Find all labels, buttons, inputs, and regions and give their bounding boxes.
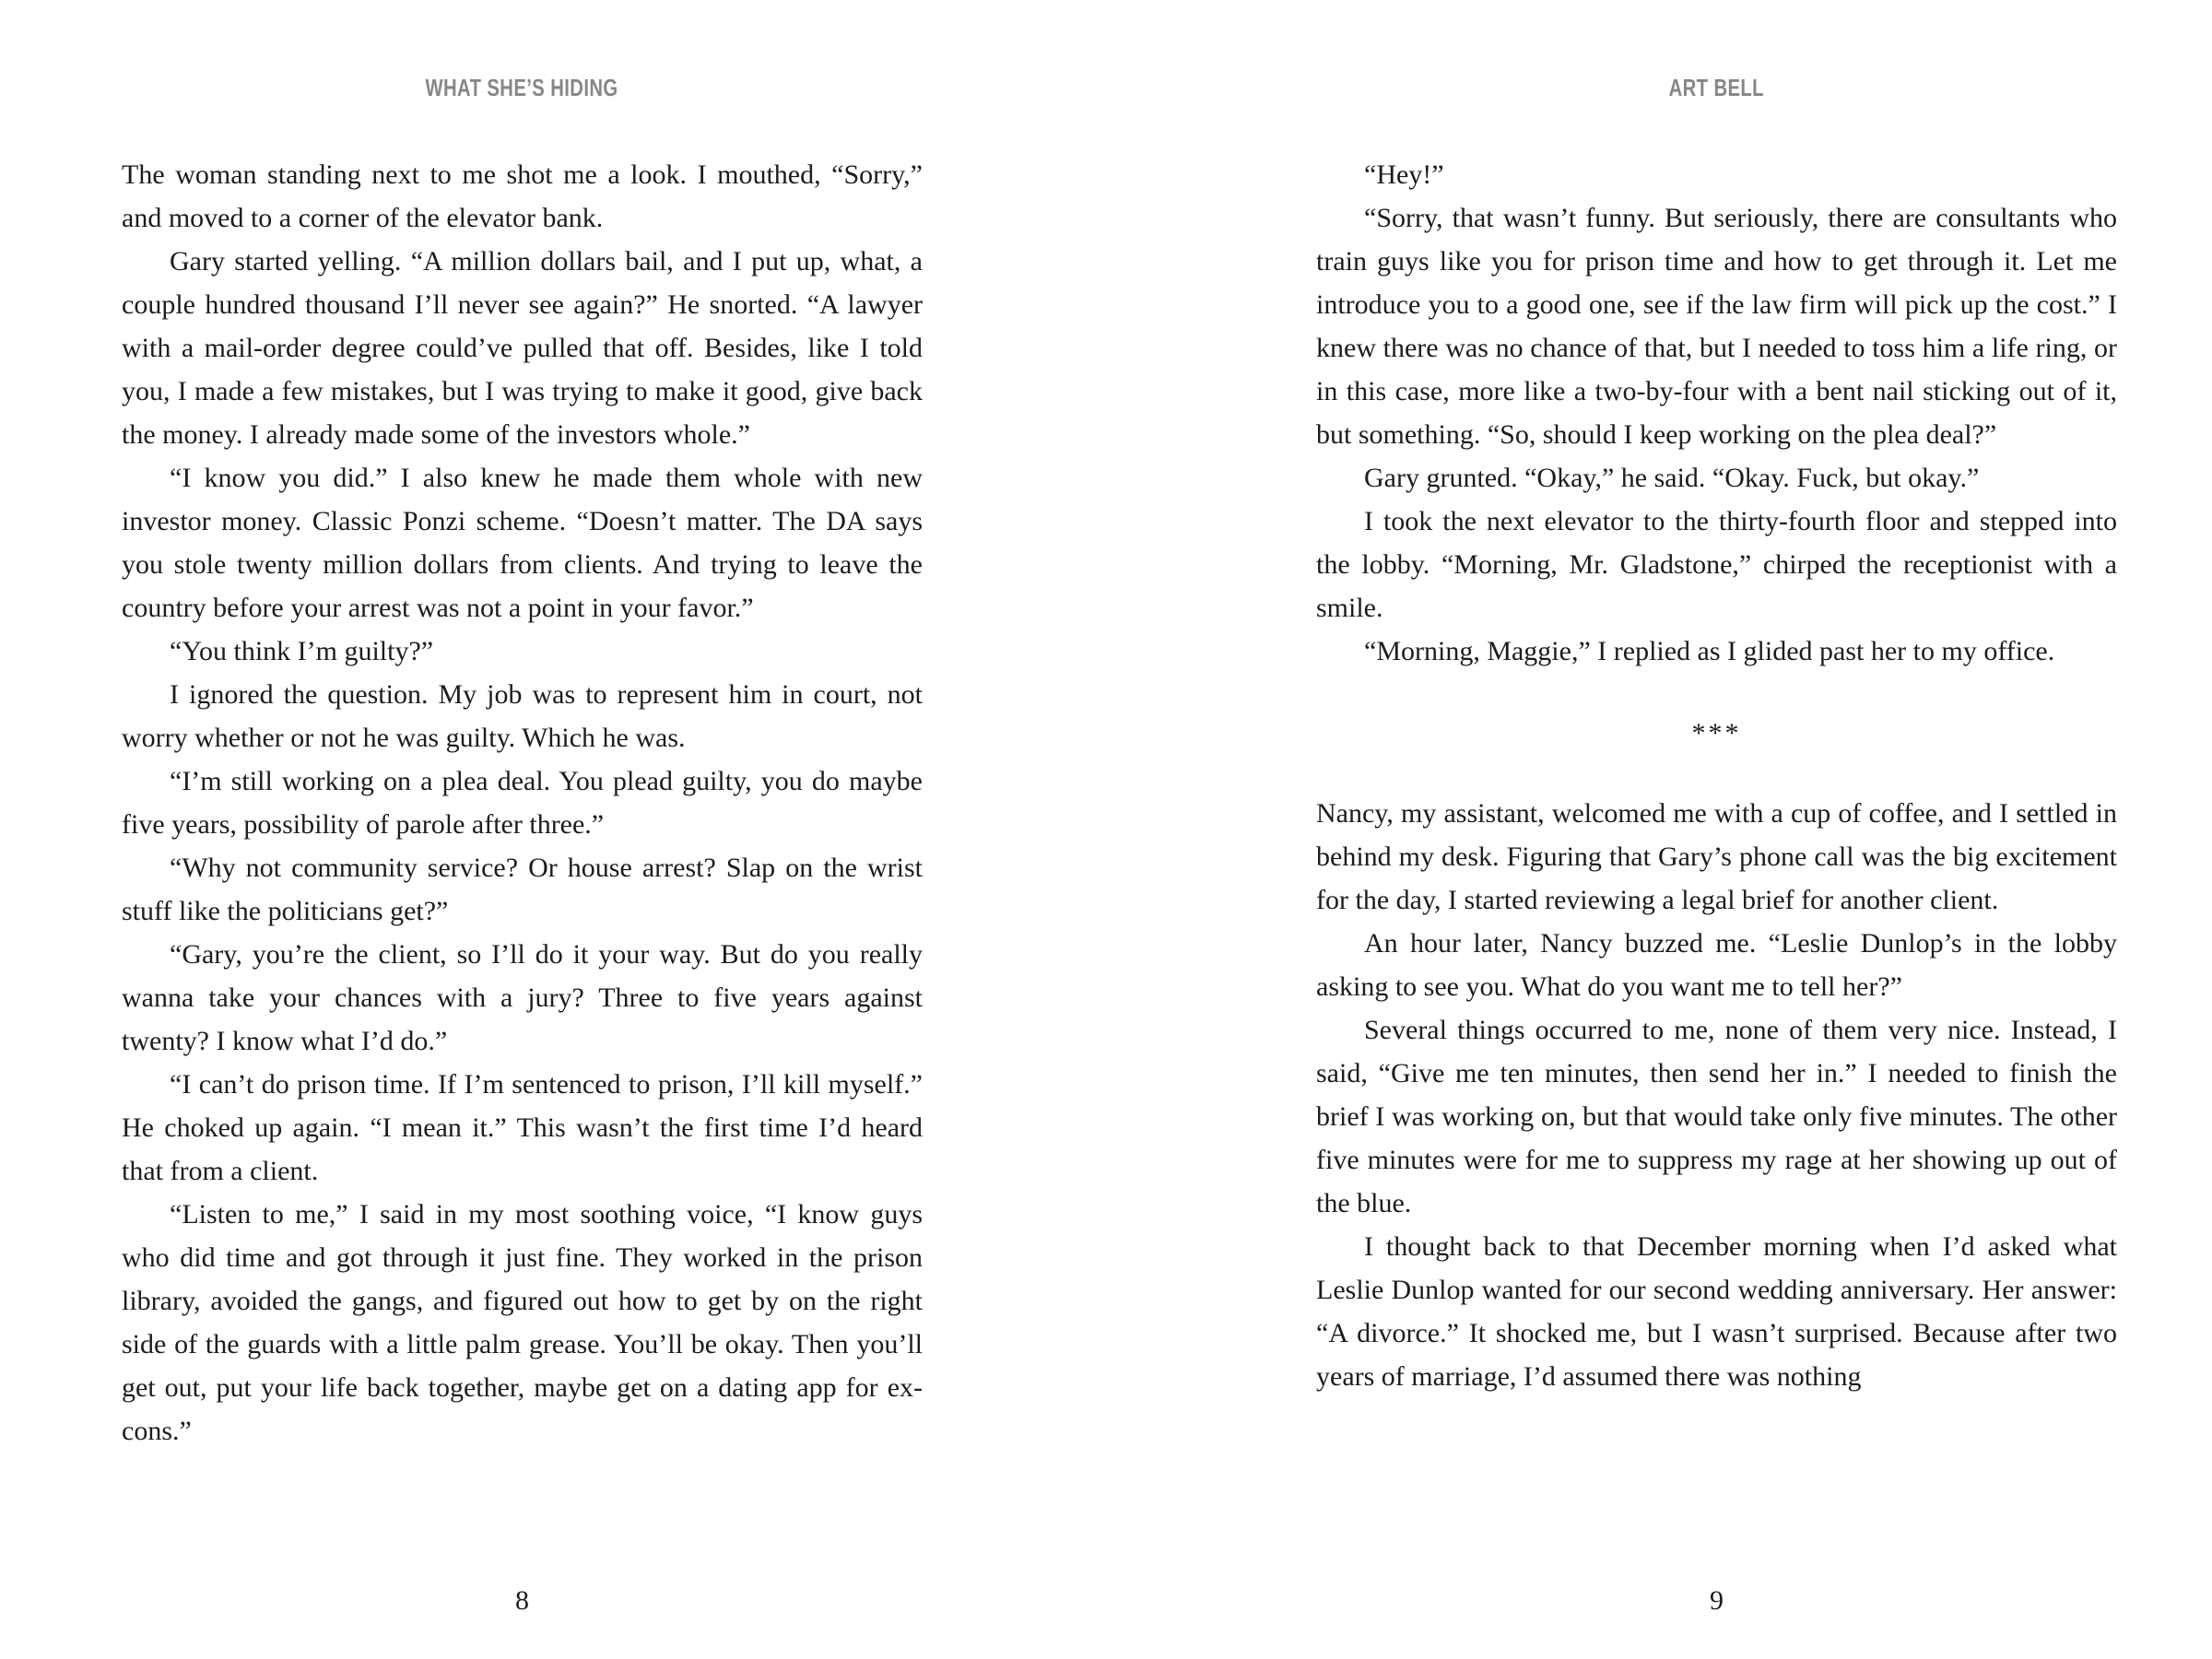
paragraph: “Gary, you’re the client, so I’ll do it your way. But do you really wanna take your chances with a jury? Three to five years against twenty? I know what I’d do.” [122,939,923,1056]
paragraph: “You think I’m guilty?” [170,636,434,666]
paragraph: I took the next elevator to the thirty-fourth floor and stepped into the lobby. “Morning, Mr. Gladstone,” chirped the receptionist with a smile. [1316,506,2117,623]
scene-break: *** [1691,718,1742,748]
paragraph: “I’m still working on a plea deal. You plead guilty, you do maybe five years, possibility of parole after three.” [122,766,923,840]
book-title-running-head: WHAT SHE’S HIDING [425,74,619,101]
page-body-left [122,153,923,1453]
paragraph: The woman standing next to me shot me a look. I mouthed, “Sorry,” and moved to a corner of the elevator bank. [122,159,923,233]
paragraph: “Listen to me,” I said in my most soothing voice, “I know guys who did time and got through it just fine. They worked in the prison library, avoided the gangs, and figured out how to get by on the right side of the guards with a little palm grease. You’ll be okay. Then you’ll get out, put your life back together, maybe get on a dating app for ex-cons.” [122,1199,923,1446]
paragraph: An hour later, Nancy buzzed me. “Leslie Dunlop’s in the lobby asking to see you. What do you want me to tell her?” [1316,928,2117,1002]
paragraph: “Why not community service? Or house arrest? Slap on the wrist stuff like the politicians get?” [122,853,923,926]
paragraph: “Hey!” [1364,159,1444,190]
page-body-right [1316,153,2117,1398]
paragraph: Gary grunted. “Okay,” he said. “Okay. Fuck, but okay.” [1364,463,1980,493]
paragraph: I ignored the question. My job was to represent him in court, not worry whether or not he was guilty. Which he was. [122,679,923,753]
paragraph: Nancy, my assistant, welcomed me with a cup of coffee, and I settled in behind my desk. Figuring that Gary’s phone call was the big excitement for the day, I started reviewing a legal brief for another client. [1316,798,2117,915]
paragraph: “I know you did.” I also knew he made them whole with new investor money. Classic Ponzi scheme. “Doesn’t matter. The DA says you stole twenty million dollars from clients. And trying to leave the country before your arrest was not a point in your favor.” [122,463,923,623]
paragraph: “Morning, Maggie,” I replied as I glided past her to my office. [1364,636,2055,666]
page-number-right: 9 [1710,1585,1724,1616]
running-header-right [1316,76,2117,100]
running-header-left [122,76,923,100]
paragraph: “Sorry, that wasn’t funny. But seriously, there are consultants who train guys like you for prison time and how to get through it. Let me introduce you to a good one, see if the law firm will pick up the cost.” I knew there was no chance of that, but I needed to toss him a life ring, or in this case, more like a two-by-four with a bent nail sticking out of it, but something. “So, should I keep working on the plea deal?” [1316,203,2117,450]
paragraph: I thought back to that December morning when I’d asked what Leslie Dunlop wanted for our second wedding anniversary. Her answer: “A divorce.” It shocked me, but I wasn’t surprised. Because after two years of marriage, I’d assumed there was nothing [1316,1231,2117,1392]
paragraph: Gary started yelling. “A million dollars bail, and I put up, what, a couple hundred thousand I’ll never see again?” He snorted. “A lawyer with a mail-order degree could’ve pulled that off. Besides, like I told you, I made a few mistakes, but I was trying to make it good, give back the money. I already made some of the investors whole.” [122,246,923,450]
paragraph: Several things occurred to me, none of them very nice. Instead, I said, “Give me ten minutes, then send her in.” I needed to finish the brief I was working on, but that would take only five minutes. The other five minutes were for me to suppress my rage at her showing up out of the blue. [1316,1015,2117,1218]
page-number-left: 8 [515,1585,529,1616]
page-left [122,0,923,1659]
paragraph: “I can’t do prison time. If I’m sentenced to prison, I’ll kill myself.” He choked up again. “I mean it.” This wasn’t the first time I’d heard that from a client. [122,1069,923,1186]
author-name-running-head: ART BELL [1668,74,1765,101]
page-right [1316,0,2117,1659]
